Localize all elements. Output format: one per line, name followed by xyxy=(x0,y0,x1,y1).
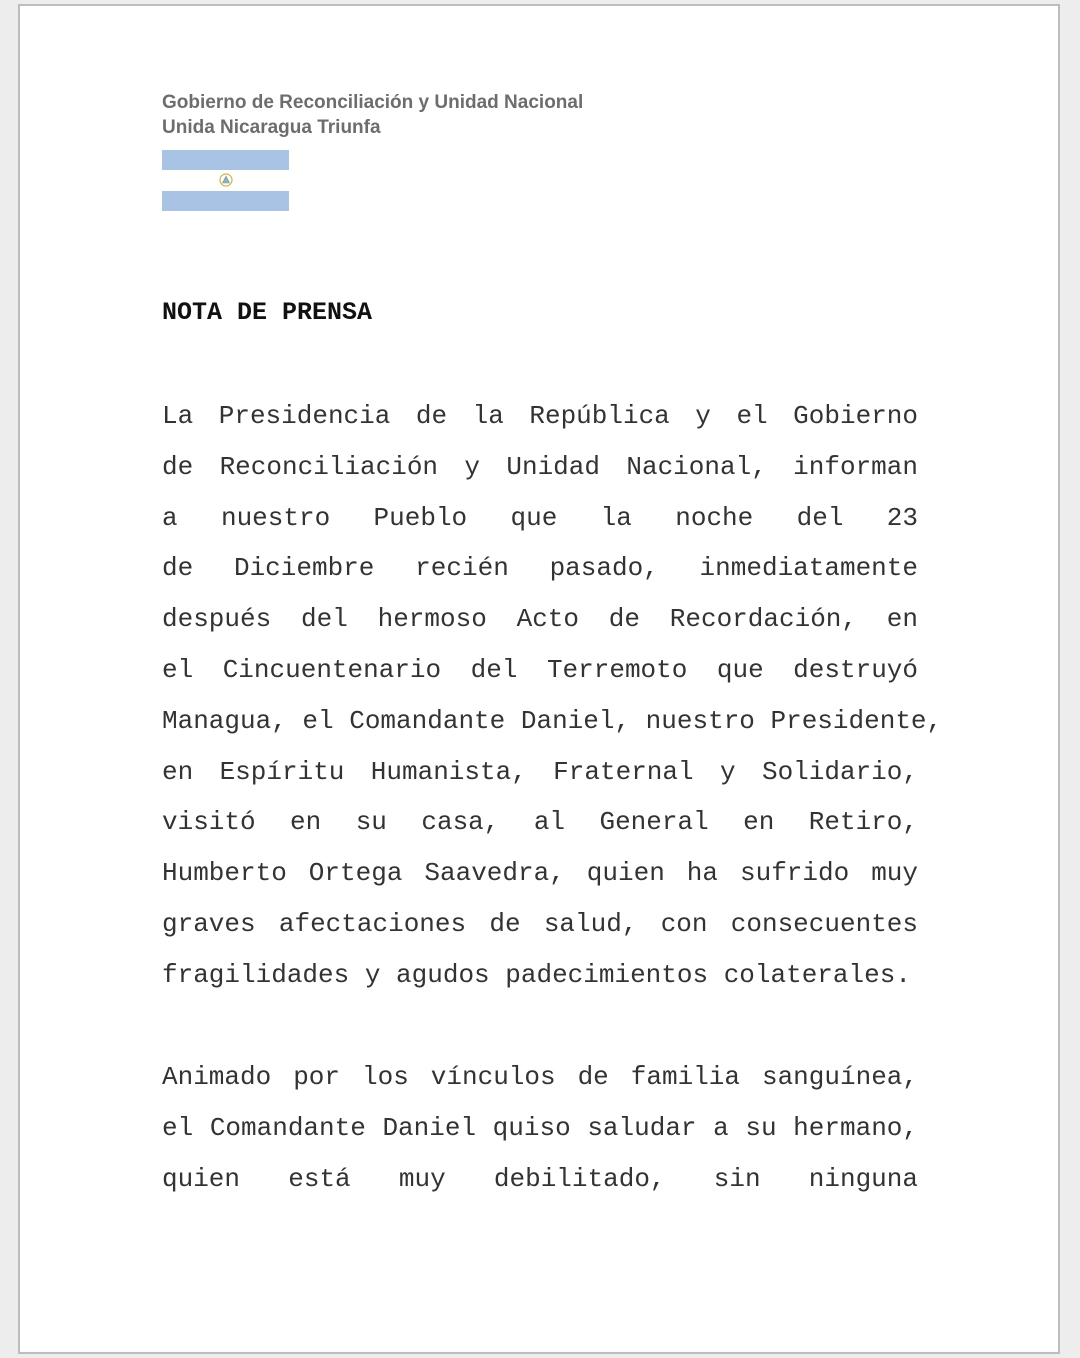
paragraph-line: en Espíritu Humanista, Fraternal y Solidario, xyxy=(162,756,918,787)
letterhead-line-motto: Unida Nicaragua Triunfa xyxy=(162,117,381,138)
paragraph-line: La Presidencia de la República y el Gobierno xyxy=(162,401,918,431)
paragraph-line: de Reconciliación y Unidad Nacional, informan xyxy=(162,451,918,482)
letterhead-line-government: Gobierno de Reconciliación y Unidad Nacional xyxy=(162,92,584,113)
paragraph-line: el Comandante Daniel quiso saludar a su hermano, xyxy=(162,1112,918,1143)
paragraph-line: de Diciembre recién pasado, inmediatamente xyxy=(162,553,918,584)
paragraph-1 xyxy=(162,391,943,1001)
paragraph-line: Animado por los vínculos de familia sanguínea, xyxy=(162,1062,918,1092)
paragraph-line: fragilidades y agudos padecimientos colaterales. xyxy=(162,959,911,990)
flag-top-band xyxy=(162,150,289,170)
paragraph-2 xyxy=(162,1052,918,1204)
paragraph-line: Humberto Ortega Saavedra, quien ha sufrido muy xyxy=(162,858,918,889)
flag-bottom-band xyxy=(162,191,289,211)
paragraph-line: después del hermoso Acto de Recordación, en xyxy=(162,604,918,635)
nicaragua-flag-icon xyxy=(162,150,289,211)
document-page xyxy=(18,4,1060,1354)
letterhead xyxy=(162,90,583,140)
paragraph-line: el Cincuentenario del Terremoto que destruyó xyxy=(162,654,918,685)
paragraph-line: visitó en su casa, al General en Retiro, xyxy=(162,807,918,838)
document-title: NOTA DE PRENSA xyxy=(162,298,373,327)
paragraph-line: Managua, el Comandante Daniel, nuestro Presidente, xyxy=(162,705,943,736)
paragraph-line: graves afectaciones de salud, con consecuentes xyxy=(162,908,918,939)
paragraph-line: a nuestro Pueblo que la noche del 23 xyxy=(162,502,918,533)
paragraph-line: quien está muy debilitado, sin ninguna xyxy=(162,1163,918,1194)
flag-middle-band xyxy=(162,170,289,190)
coat-of-arms-icon xyxy=(219,173,233,187)
